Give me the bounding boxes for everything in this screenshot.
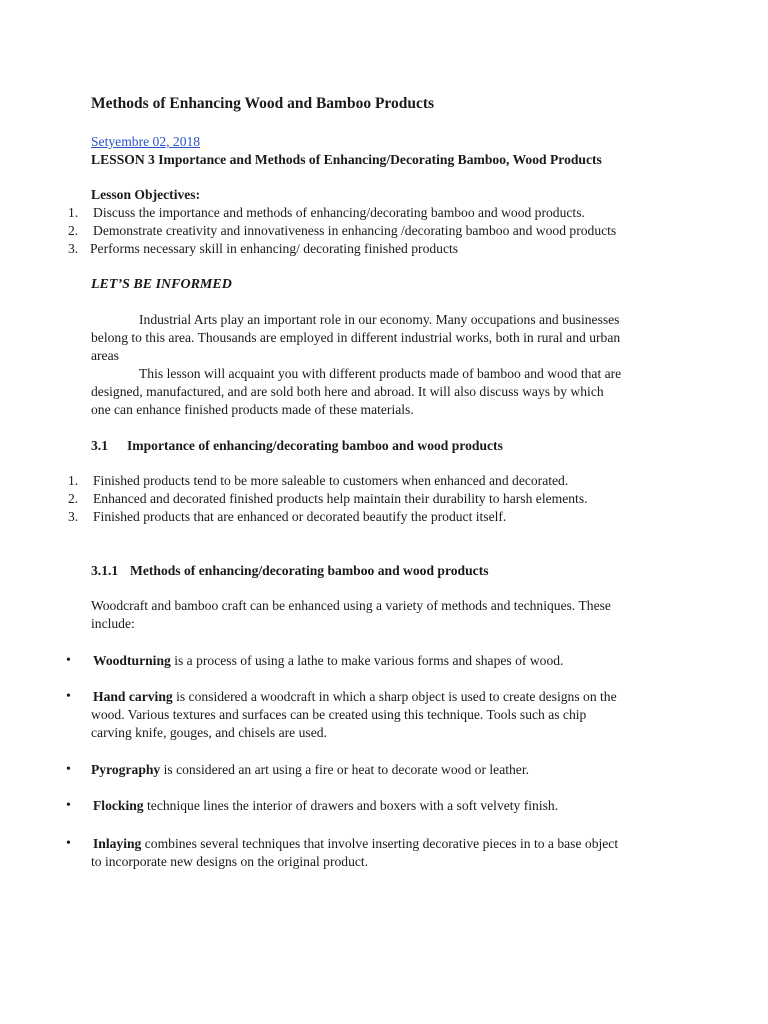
method-description-line: wood. Various textures and surfaces can be created using this technique. Tools such as chip (91, 707, 587, 722)
method-description-line: to incorporate new designs on the original product. (91, 854, 369, 869)
method-term: Woodturning (93, 653, 171, 668)
paragraph-line: include: (91, 616, 135, 631)
method-description: is considered a woodcraft in which a sharp object is used to create designs on the (172, 689, 617, 704)
method-description: is considered an art using a fire or heat to decorate wood or leather. (160, 762, 530, 777)
list-item: Performs necessary skill in enhancing/ decorating finished products (90, 241, 459, 256)
list-item (91, 761, 529, 779)
paragraph-line: one can enhance finished products made of these materials. (91, 402, 414, 417)
list-item: Finished products that are enhanced or decorated beautify the product itself. (93, 509, 507, 524)
method-term: Pyrography (91, 762, 161, 777)
list-item (93, 797, 558, 815)
bullet-icon: • (66, 798, 71, 813)
lesson-heading: LESSON 3 Importance and Methods of Enhancing/Decorating Bamboo, Wood Products (91, 152, 602, 167)
section-number: 3.1.1 (91, 563, 119, 578)
bullet-icon: • (66, 836, 71, 851)
list-item-number: 3. (68, 509, 79, 524)
objectives-heading: Lesson Objectives: (91, 187, 201, 202)
date-link[interactable]: Setyembre 02, 2018 (91, 134, 201, 149)
bullet-icon: • (66, 653, 71, 668)
list-item-number: 2. (68, 491, 79, 506)
paragraph-line: This lesson will acquaint you with different products made of bamboo and wood that are (139, 366, 622, 381)
list-item-number: 3. (68, 241, 79, 256)
method-term: Inlaying (93, 836, 142, 851)
paragraph-line: areas (91, 348, 119, 363)
list-item (93, 688, 617, 706)
section-number: 3.1 (91, 438, 108, 453)
section-heading: LET’S BE INFORMED (91, 277, 232, 292)
list-item-number: 2. (68, 223, 79, 238)
list-item (93, 652, 563, 670)
list-item: Demonstrate creativity and innovativeness in enhancing /decorating bamboo and wood products (93, 223, 617, 238)
paragraph-line: designed, manufactured, and are sold both here and abroad. It will also discuss ways by which (91, 384, 604, 399)
method-description: is a process of using a lathe to make various forms and shapes of wood. (170, 653, 564, 668)
bullet-icon: • (66, 762, 71, 777)
bullet-icon: • (66, 689, 71, 704)
paragraph-line: Industrial Arts play an important role in our economy. Many occupations and businesses (139, 312, 620, 327)
method-term: Hand carving (93, 689, 173, 704)
method-description: technique lines the interior of drawers and boxers with a soft velvety finish. (143, 798, 559, 813)
page-title: Methods of Enhancing Wood and Bamboo Products (91, 95, 435, 112)
method-term: Flocking (93, 798, 144, 813)
method-description: combines several techniques that involve inserting decorative pieces in to a base object (141, 836, 619, 851)
paragraph-line: Woodcraft and bamboo craft can be enhanced using a variety of methods and techniques. These (91, 598, 611, 613)
method-description-line: carving knife, gouges, and chisels are used. (91, 725, 327, 740)
list-item-number: 1. (68, 205, 79, 220)
list-item: Discuss the importance and methods of enhancing/decorating bamboo and wood products. (93, 205, 585, 220)
list-item: Finished products tend to be more saleable to customers when enhanced and decorated. (93, 473, 569, 488)
list-item (93, 835, 618, 853)
paragraph-line: belong to this area. Thousands are employed in different industrial works, both in rural and urban (91, 330, 621, 345)
list-item: Enhanced and decorated finished products help maintain their durability to harsh elements. (93, 491, 588, 506)
list-item-number: 1. (68, 473, 79, 488)
section-heading: Importance of enhancing/decorating bamboo and wood products (127, 438, 503, 453)
section-heading: Methods of enhancing/decorating bamboo and wood products (130, 563, 489, 578)
